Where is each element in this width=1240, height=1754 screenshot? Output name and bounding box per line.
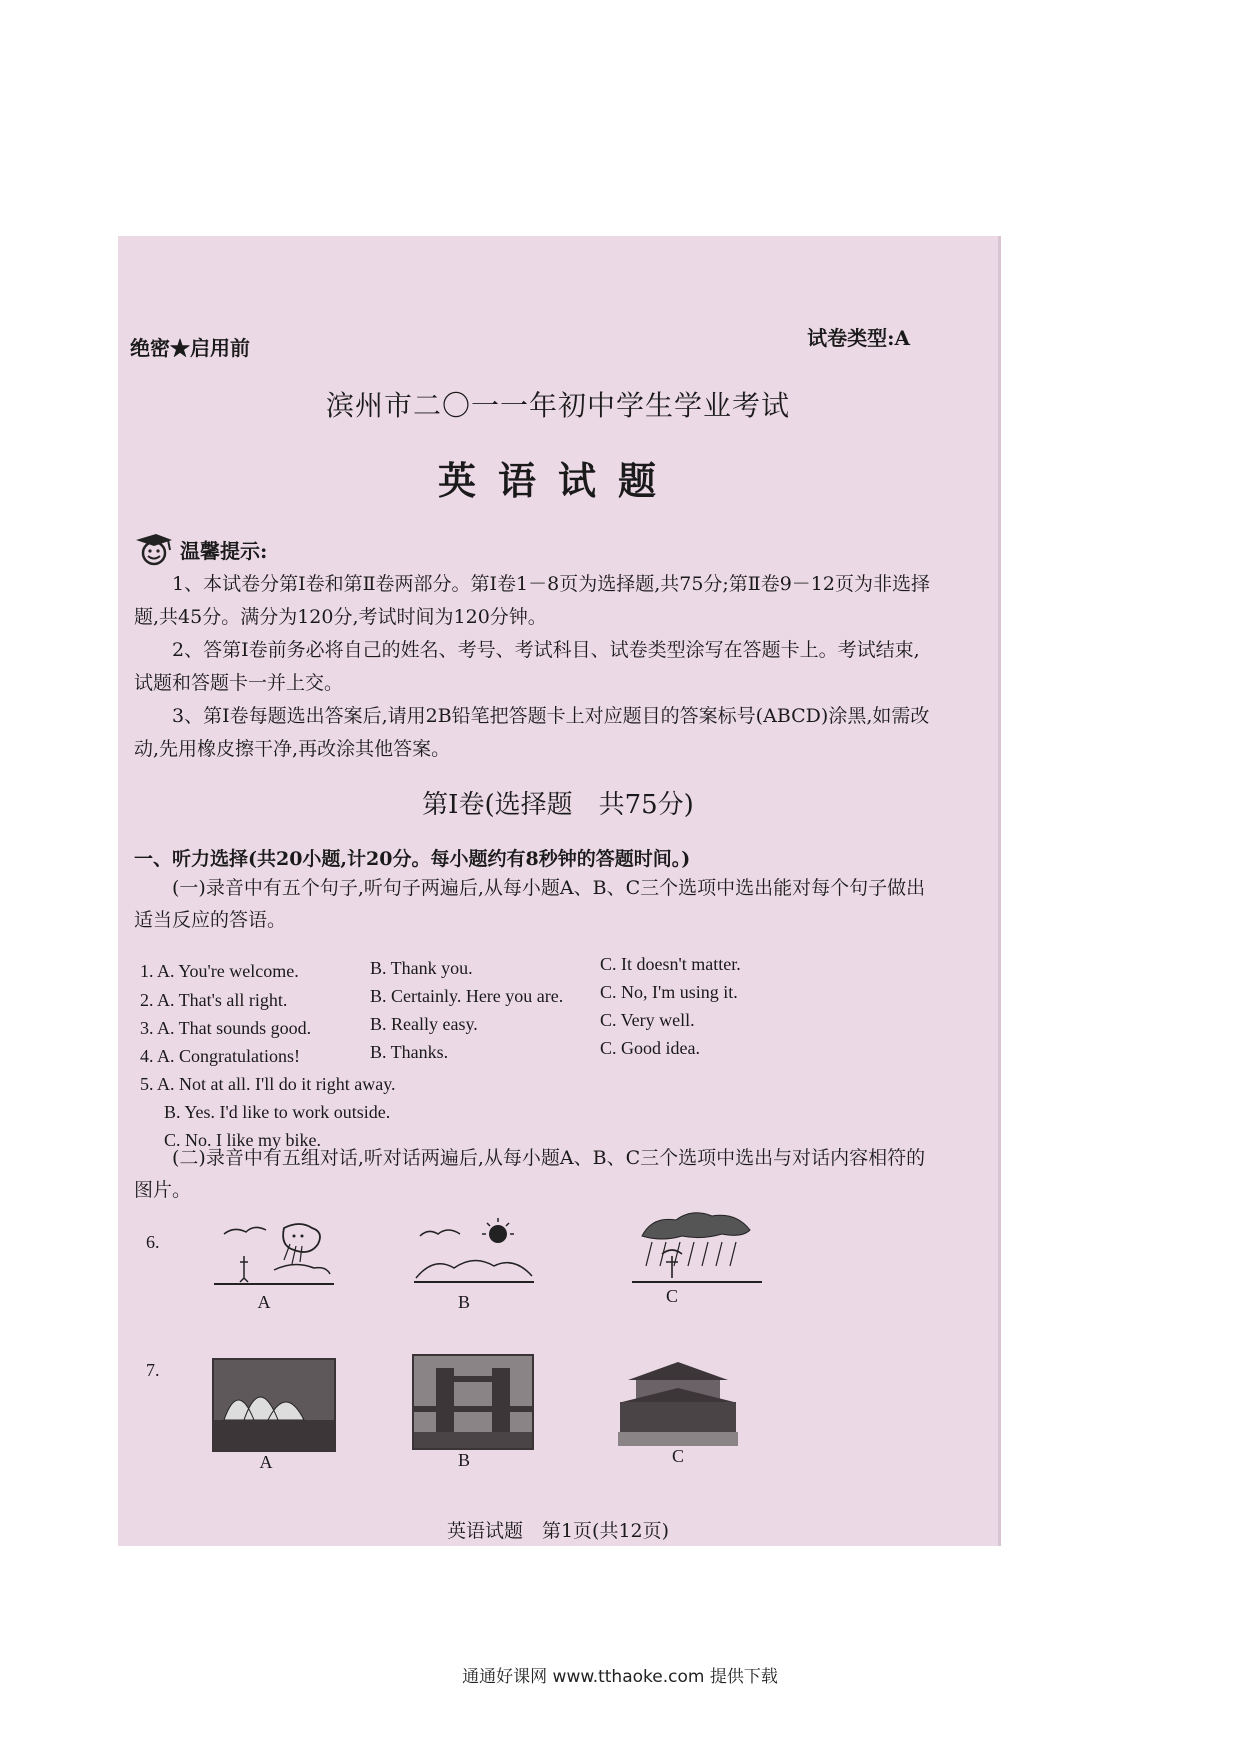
q5-option-b: B. Yes. I'd like to work outside.: [164, 1102, 391, 1122]
q4-option-b: B. Thanks.: [370, 1042, 449, 1062]
q7-label-c: C: [671, 1446, 684, 1466]
q6-sunny-picture: [414, 1216, 534, 1286]
q1-option-b: B. Thank you.: [370, 958, 473, 978]
paper-type-label: 试卷类型:A: [807, 326, 910, 350]
note-2: 2、答第Ⅰ卷前务必将自己的姓名、考号、考试科目、试卷类型涂写在答题卡上。考试结束,试题和答题卡一并上交。: [134, 639, 920, 694]
exam-page: [118, 236, 1001, 1546]
q1-option-c: C. It doesn't matter.: [600, 954, 741, 974]
page-footer: 英语试题 第1页(共12页): [446, 1520, 670, 1542]
q4-option-c: C. Good idea.: [600, 1038, 700, 1058]
tip-label: 温馨提示:: [180, 538, 268, 563]
listening-heading: 一、听力选择(共20小题,计20分。每小题约有8秒钟的答题时间。): [134, 848, 691, 870]
q7-number: 7.: [146, 1360, 160, 1380]
note-3: 3、第Ⅰ卷每题选出答案后,请用2B铅笔把答题卡上对应题目的答案标号(ABCD)涂黑,如需改动,先用橡皮擦干净,再改涂其他答案。: [134, 705, 930, 760]
q1-option-a: 1. A. You're welcome.: [140, 961, 299, 981]
q5-option-c: C. No. I like my bike.: [164, 1130, 321, 1150]
q6-windy-picture: [214, 1216, 334, 1286]
q6-label-b: B: [457, 1292, 470, 1312]
q2-option-a: 2. A. That's all right.: [140, 990, 288, 1010]
tip-header: [132, 532, 267, 566]
listening-sub1-intro: (一)录音中有五个句子,听句子两遍后,从每小题A、B、C三个选项中选出能对每个句子做出适当反应的答语。: [134, 877, 926, 931]
exam-notes: [134, 568, 934, 766]
q6-rainy-picture: [632, 1206, 762, 1286]
exam-title: 滨州市二〇一一年初中学生学业考试: [325, 389, 790, 422]
subject-title: 英语试题: [437, 458, 678, 503]
q2-option-b: B. Certainly. Here you are.: [370, 986, 564, 1006]
q7-label-a: A: [259, 1452, 273, 1472]
q2-option-c: C. No, I'm using it.: [600, 982, 738, 1002]
smiley-graduate-icon: [132, 532, 176, 566]
q3-option-a: 3. A. That sounds good.: [140, 1018, 312, 1038]
q4-option-a: 4. A. Congratulations!: [140, 1046, 300, 1066]
q6-number: 6.: [146, 1232, 160, 1252]
q3-option-b: B. Really easy.: [370, 1014, 478, 1034]
q7-tower-bridge-photo: [412, 1354, 534, 1450]
download-site-credit: 通通好课网 www.tthaoke.com 提供下载: [462, 1667, 778, 1687]
q7-opera-house-photo: [212, 1358, 336, 1452]
confidential-label: 绝密★启用前: [130, 336, 250, 360]
q5-option-a: 5. A. Not at all. I'll do it right away.: [140, 1074, 396, 1094]
q3-option-c: C. Very well.: [600, 1010, 695, 1030]
section-title: 第Ⅰ卷(选择题 共75分): [422, 790, 694, 820]
q7-label-b: B: [457, 1450, 470, 1470]
note-1: 1、本试卷分第Ⅰ卷和第Ⅱ卷两部分。第Ⅰ卷1－8页为选择题,共75分;第Ⅱ卷9－12页为非选择题,共45分。满分为120分,考试时间为120分钟。: [134, 573, 930, 628]
q7-tiananmen-photo: [618, 1354, 738, 1446]
q6-label-a: A: [257, 1292, 271, 1312]
q6-label-c: C: [665, 1286, 678, 1306]
listening-sub2-intro: (二)录音中有五组对话,听对话两遍后,从每小题A、B、C三个选项中选出与对话内容相符的图片。: [134, 1147, 926, 1201]
